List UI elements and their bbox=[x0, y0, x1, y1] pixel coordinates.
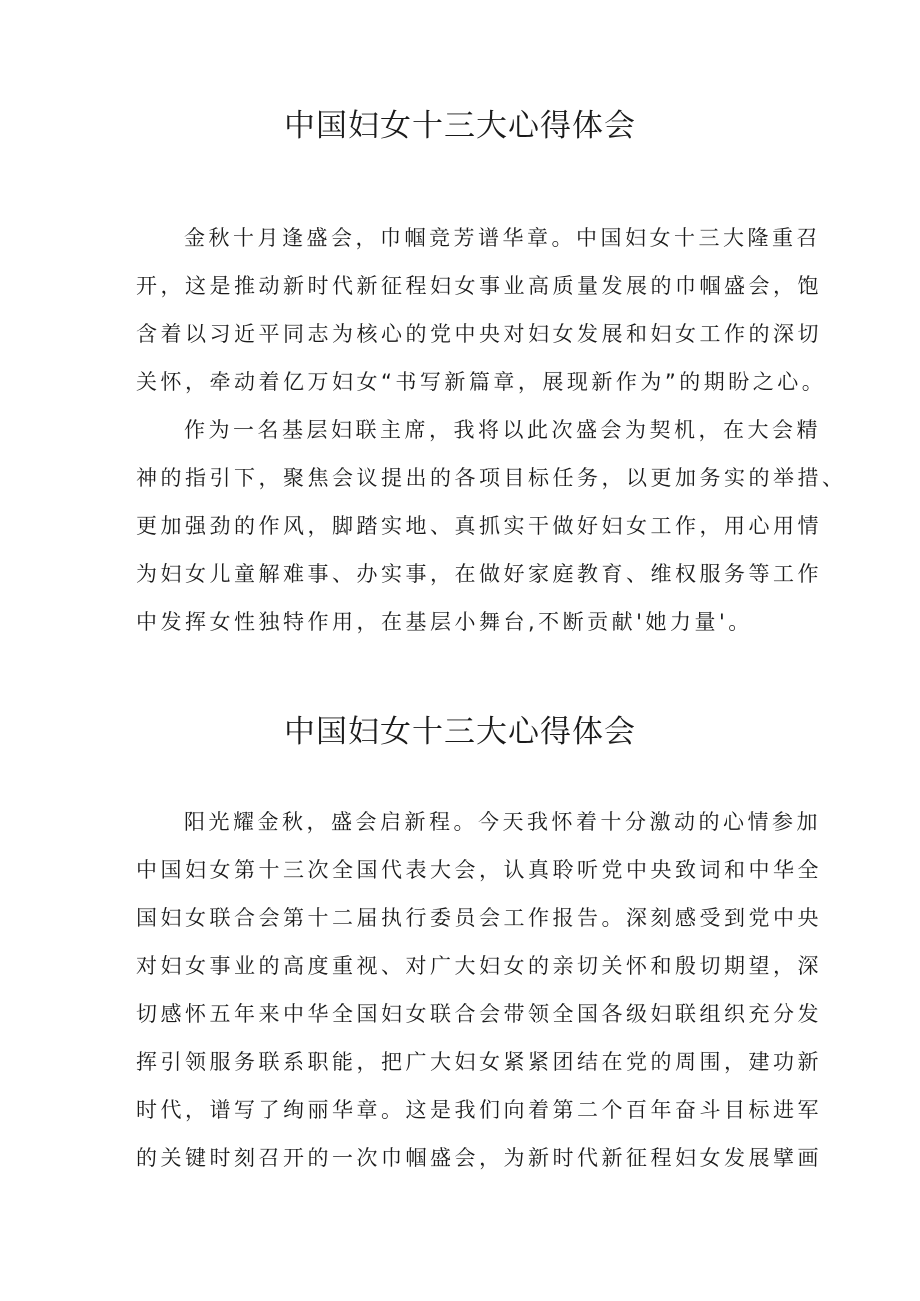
body-line: 更加强劲的作风，脚踏实地、真抓实干做好妇女工作，用心用情 bbox=[136, 514, 822, 538]
body-line: 作为一名基层妇联主席，我将以此次盛会为契机，在大会精 bbox=[184, 418, 821, 442]
body-line: 时代，谱写了绚丽华章。这是我们向着第二个百年奋斗目标进军 bbox=[136, 1098, 822, 1122]
body-line: 阳光耀金秋，盛会启新程。今天我怀着十分激动的心情参加 bbox=[184, 810, 821, 834]
section-1-title: 中国妇女十三大心得体会 bbox=[284, 108, 636, 144]
body-line: 为妇女儿童解难事、办实事，在做好家庭教育、维权服务等工作 bbox=[136, 562, 822, 586]
body-line: 中发挥女性独特作用，在基层小舞台,不断贡献'她力量'。 bbox=[136, 610, 753, 634]
body-line: 挥引领服务联系职能，把广大妇女紧紧团结在党的周围，建功新 bbox=[136, 1050, 822, 1074]
body-line: 的关键时刻召开的一次巾帼盛会，为新时代新征程妇女发展擘画 bbox=[136, 1146, 822, 1170]
body-line: 切感怀五年来中华全国妇女联合会带领全国各级妇联组织充分发 bbox=[136, 1002, 822, 1026]
body-line: 关怀，牵动着亿万妇女“书写新篇章，展现新作为”的期盼之心。 bbox=[136, 370, 827, 394]
body-line: 国妇女联合会第十二届执行委员会工作报告。深刻感受到党中央 bbox=[136, 906, 822, 930]
body-line: 对妇女事业的高度重视、对广大妇女的亲切关怀和殷切期望，深 bbox=[136, 954, 822, 978]
body-line: 开，这是推动新时代新征程妇女事业高质量发展的巾帼盛会，饱 bbox=[136, 274, 822, 298]
body-line: 中国妇女第十三次全国代表大会，认真聆听党中央致词和中华全 bbox=[136, 858, 822, 882]
body-line: 金秋十月逢盛会，巾帼竞芳谱华章。中国妇女十三大隆重召 bbox=[184, 226, 821, 250]
body-line: 含着以习近平同志为核心的党中央对妇女发展和妇女工作的深切 bbox=[136, 322, 822, 346]
section-2-title: 中国妇女十三大心得体会 bbox=[284, 714, 636, 750]
body-line: 神的指引下，聚焦会议提出的各项目标任务，以更加务实的举措、 bbox=[136, 466, 847, 490]
